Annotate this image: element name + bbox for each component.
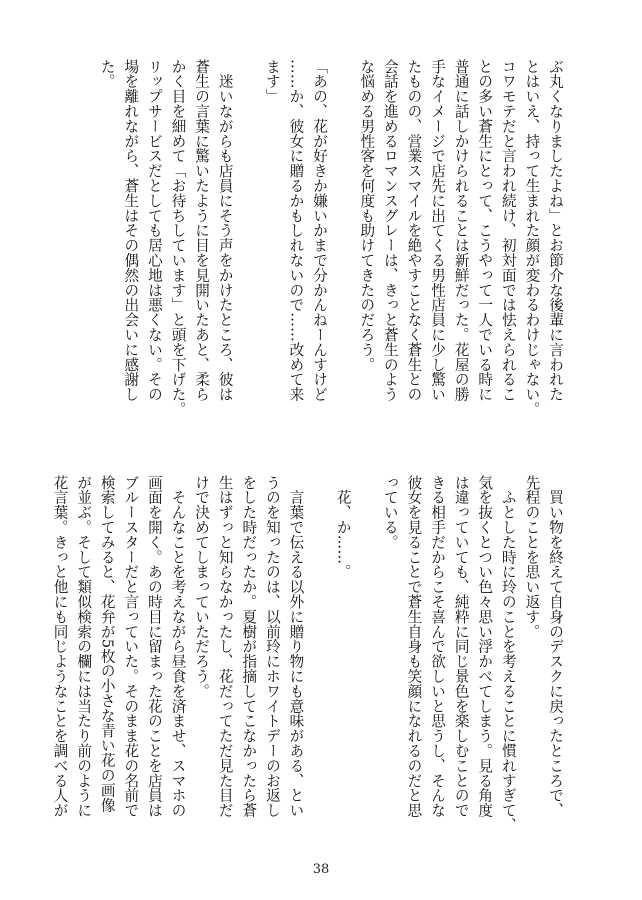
- text-line: が並ぶ。そして類似検索の欄には当たり前のように: [75, 475, 93, 818]
- text-line: 手なイメージで店先に出てくる男性店員に少し驚い: [429, 59, 447, 402]
- text-line: 検索してみると、花弁が5枚の小さな青い花の画像: [98, 475, 116, 813]
- text-line: ぶ丸くなりましたよね」とお節介な後輩に言われた: [547, 59, 564, 402]
- text-line: 花、か……。: [334, 475, 352, 580]
- upper-text-block: [95, 59, 567, 439]
- text-line: ふとした時に玲のことを考えることに慣れすぎて、: [499, 475, 517, 833]
- text-line: をした時だったか。夏樹が指摘してこなかったら蒼: [240, 475, 258, 818]
- text-line: 迷いながらも店員にそう声をかけたところ、彼は: [216, 59, 234, 402]
- text-line: かく目を細めて「お待ちしています」と頭を下げた。: [169, 59, 187, 417]
- text-line: 買い物を終えて自身のデスクに戻ったところで、: [547, 475, 564, 818]
- text-line: との多い蒼生にとって、こうやって一人でいる時に: [476, 59, 494, 402]
- text-line: ……か、彼女に贈るかもしれないので……改めて来: [287, 59, 305, 402]
- text-line: うのを知ったのは、以前玲にホワイトデーのお返し: [263, 475, 281, 818]
- text-line: けで決めてしまっていただろう。: [193, 475, 211, 699]
- text-line: 言葉で伝える以外に贈り物にも意味がある、とい: [287, 475, 305, 818]
- blank-line: [307, 475, 331, 855]
- text-line: コワモテだと言われ続け、初対面では怯えられるこ: [499, 59, 517, 402]
- text-line: 場を離れながら、蒼生はその偶然の出会いに感謝し: [122, 59, 140, 402]
- text-line: たものの、営業スマイルを絶やすことなく蒼生との: [405, 59, 423, 402]
- text-line: 気を抜くとつい色々思い浮かべてしまう。見る角度: [476, 475, 494, 818]
- text-line: 会話を進めるロマンスグレーは、きっと蒼生のよう: [381, 59, 399, 402]
- text-line: 普通に話しかけられることは新鮮だった。花屋の勝: [452, 59, 470, 402]
- text-line: た。: [98, 59, 116, 89]
- text-line: な悩める男性客を何度も助けてきたのだろう。: [358, 59, 376, 372]
- text-line: ます」: [263, 59, 281, 104]
- blank-line: [237, 59, 261, 439]
- blank-line: [331, 59, 355, 439]
- text-line: 生はずっと知らなかったし、花だってただ見た目だ: [216, 475, 234, 818]
- text-line: 「あの、花が好きか嫌いかまで分かんねーんすけど: [311, 59, 329, 402]
- blank-line: [355, 475, 379, 855]
- text-line: は違っていても、純粋に同じ景色を楽しむことので: [452, 475, 470, 818]
- text-line: リップサービスだとしても居心地は悪くない。その: [145, 59, 163, 402]
- lower-text-block: [48, 475, 567, 855]
- text-line: きる相手だからこそ喜んで欲しいと思うし、そんな: [429, 475, 447, 818]
- text-line: 蒼生の言葉に驚いたように目を見開いたあと、柔ら: [193, 59, 211, 402]
- text-line: っている。: [381, 475, 399, 550]
- text-line: 画面を開く。あの時目に留まった花のことを店員は: [145, 475, 163, 818]
- text-line: ブルースターだと言っていた。そのまま花の名前で: [122, 475, 140, 818]
- page-number: 38: [312, 862, 330, 877]
- text-line: そんなことを考えながら昼食を済ませ、スマホの: [169, 475, 187, 818]
- text-line: とはいえ、持って生まれた顔が変わるわけじゃない。: [523, 59, 541, 417]
- text-line: 先程のことを思い返す。: [523, 475, 541, 639]
- text-line: 花言葉。きっと他にも同じようなことを調べる人が: [51, 475, 69, 818]
- text-line: 彼女を見ることで蒼生自身も笑顔になれるのだと思: [405, 475, 423, 818]
